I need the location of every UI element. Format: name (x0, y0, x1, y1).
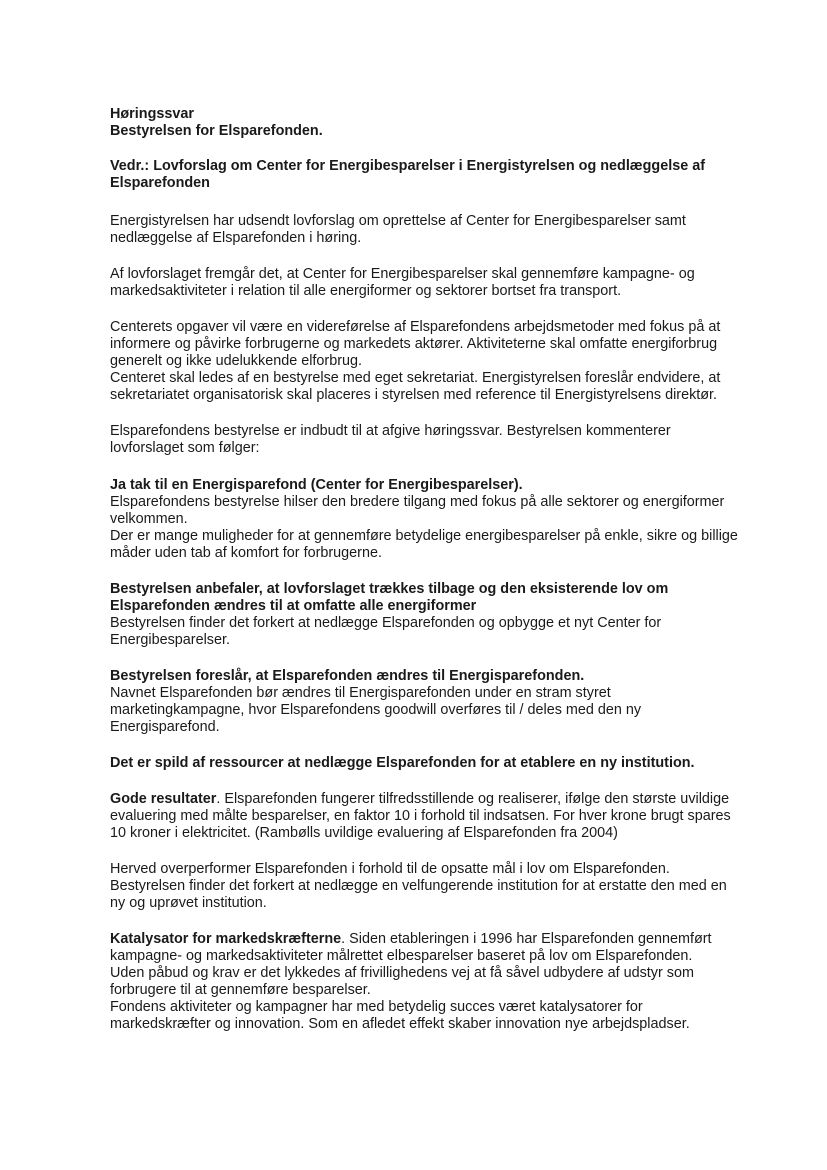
text-line: Fondens aktiviteter og kampagner har med betydelig succes været katalysatorer for (110, 999, 643, 1015)
header-line: Høringssvar (110, 106, 194, 122)
paragraph (110, 861, 787, 912)
text-line: sekretariatet organisatorisk skal placeres i styrelsen med reference til Energistyrelsens direktør. (110, 387, 718, 403)
text-line: Der er mange muligheder for at gennemføre betydelige energibesparelser på enkle, sikre og billige (110, 528, 738, 544)
text-line: evaluering med målte besparelser, en faktor 10 i forhold til indsatsen. For hver krone brugt spares (110, 808, 731, 824)
text-line: Bestyrelsen finder det forkert at nedlægge Elsparefonden og opbygge et nyt Center for (110, 615, 662, 631)
section-heading: Det er spild af ressourcer at nedlægge Elsparefonden for at etablere en ny institution. (110, 755, 695, 771)
section (110, 668, 787, 736)
section (110, 755, 787, 772)
text-line (110, 931, 787, 948)
text-line: måder uden tab af komfort for forbrugerne. (110, 545, 382, 561)
text-line: Elsparefondens bestyrelse hilser den bredere tilgang med fokus på alle sektorer og energiformer (110, 494, 725, 510)
section-heading: Ja tak til en Energisparefond (Center for Energibesparelser). (110, 477, 523, 493)
lead-text: Gode resultater (110, 791, 217, 807)
header-line: Bestyrelsen for Elsparefonden. (110, 123, 323, 139)
text-line: Centeret skal ledes af en bestyrelse med eget sekretariat. Energistyrelsen foreslår endvidere, at (110, 370, 721, 386)
section-heading: Elsparefonden ændres til at omfatte alle energiformer (110, 598, 477, 614)
text-line: velkommen. (110, 511, 188, 527)
text-line: kampagne- og markedsaktiviteter målrettet elbesparelser baseret på lov om Elsparefonden. (110, 948, 693, 964)
text-line: Uden påbud og krav er det lykkedes af frivillighedens vej at få såvel udbydere af udstyr som (110, 965, 694, 981)
text-line: Navnet Elsparefonden bør ændres til Energisparefonden under en stram styret (110, 685, 611, 701)
subject-line: Elsparefonden (110, 175, 210, 191)
text-line: Energibesparelser. (110, 632, 230, 648)
paragraph (110, 213, 787, 247)
section-heading: Bestyrelsen foreslår, at Elsparefonden ændres til Energisparefonden. (110, 668, 585, 684)
section (110, 581, 787, 649)
section (110, 791, 787, 842)
text-line: Energistyrelsen har udsendt lovforslag om oprettelse af Center for Energibesparelser samt (110, 213, 686, 229)
text-line: ny og uprøvet institution. (110, 895, 267, 911)
text-line: 10 kroner i elektricitet. (Rambølls uvildige evaluering af Elsparefonden fra 2004) (110, 825, 618, 841)
text-line: markedskræfter og innovation. Som en afledet effekt skaber innovation nye arbejdspladser. (110, 1016, 690, 1032)
text-line: marketingkampagne, hvor Elsparefondens goodwill overføres til / deles med den ny (110, 702, 642, 718)
text-line: Af lovforslaget fremgår det, at Center for Energibesparelser skal gennemføre kampagne- og (110, 266, 695, 282)
text-line: Centerets opgaver vil være en videreførelse af Elsparefondens arbejdsmetoder med fokus på at (110, 319, 721, 335)
text-line: Bestyrelsen finder det forkert at nedlægge en velfungerende institution for at erstatte den med en (110, 878, 727, 894)
section (110, 477, 787, 562)
paragraph (110, 266, 787, 300)
text-line: markedsaktiviteter i relation til alle energiformer og sektorer bortset fra transport. (110, 283, 622, 299)
text-line: nedlæggelse af Elsparefonden i høring. (110, 230, 362, 246)
subject-heading (110, 158, 787, 192)
text-line: Elsparefondens bestyrelse er indbudt til at afgive høringssvar. Bestyrelsen kommenterer (110, 423, 671, 439)
text-line: Herved overperformer Elsparefonden i forhold til de opsatte mål i lov om Elsparefonden. (110, 861, 670, 877)
lead-text: Katalysator for markedskræfterne (110, 931, 342, 947)
subject-line: Vedr.: Lovforslag om Center for Energibesparelser i Energistyrelsen og nedlæggelse af (110, 158, 705, 174)
letter-header (110, 106, 787, 140)
text-line: generelt og ikke udelukkende elforbrug. (110, 353, 363, 369)
section (110, 931, 787, 1033)
text-run: . Siden etableringen i 1996 har Elsparefonden gennemført (341, 931, 712, 947)
paragraph (110, 319, 787, 404)
text-line: Energisparefond. (110, 719, 220, 735)
text-run: . Elsparefonden fungerer tilfredsstillende og realiserer, ifølge den største uvildige (216, 791, 730, 807)
paragraph (110, 423, 787, 457)
text-line: lovforslaget som følger: (110, 440, 260, 456)
text-line: informere og påvirke forbrugerne og markedets aktører. Aktiviteterne skal omfatte energiforbrug (110, 336, 718, 352)
text-line: forbrugere til at gennemføre besparelser. (110, 982, 371, 998)
section-heading: Bestyrelsen anbefaler, at lovforslaget trækkes tilbage og den eksisterende lov om (110, 581, 669, 597)
text-line (110, 791, 787, 808)
